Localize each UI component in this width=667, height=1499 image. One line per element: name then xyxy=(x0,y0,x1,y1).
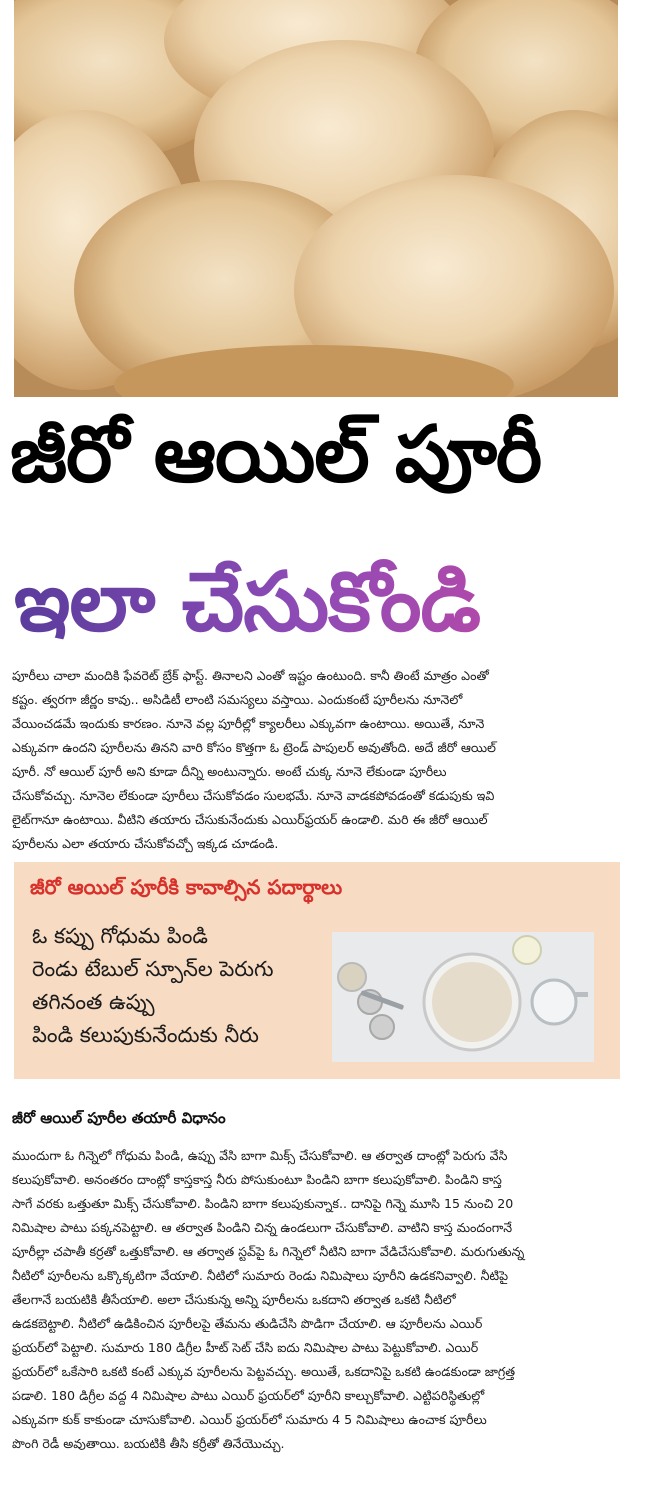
method-line: నిమిషాల పాటు పక్కనపెట్టాలి. ఆ తర్వాత పిండిని చిన్న ఉండలుగా చేసుకోవాలి. వాటిని కాస్త మందంగానే xyxy=(12,1220,513,1235)
intro-line: చేసుకోవచ్చు. నూనెల లేకుండా పూరీలు చేసుకోవడం సులభమే. నూనె వాడకపోవడంతో కడుపుకు ఇవి xyxy=(12,788,495,803)
method-line: తేలగానే బయటికి తీసేయాలి. అలా చేసుకున్న అన్ని పూరీలను ఒకదాని తర్వాత ఒకటి నీటిలో xyxy=(12,1292,456,1307)
method-line: ఉడకబెట్టాలి. నీటిలో ఉడికించిన పూరీలపై తేమను తుడిచేసి పొడిగా చేయాలి. ఆ పూరీలను ఎయిర్ xyxy=(12,1316,483,1331)
method-line: ఎక్కువగా కుక్ కాకుండా చూసుకోవాలి. ఎయిర్ ఫ్రయర్‌లో సుమారు 4 5 నిమిషాలు ఉంచాక పూరీలు xyxy=(12,1412,487,1427)
intro-line: పూరీలను ఎలా తయారు చేసుకోవచ్చో ఇక్కడ చూడండి. xyxy=(12,836,279,851)
method-title: జీరో ఆయిల్ పూరీల తయారీ విధానం xyxy=(12,1109,226,1127)
intro-paragraph xyxy=(12,664,618,856)
method-paragraph xyxy=(12,1144,618,1456)
puri-illustration xyxy=(14,0,618,397)
ingredients-illustration xyxy=(332,932,594,1062)
intro-line: పూరీ. నో ఆయిల్ పూరీ అని కూడా దీన్ని అంటున్నారు. అంటే చుక్క నూనె లేకుండా పూరీలు xyxy=(12,764,447,779)
method-line: సాగే వరకు ఒత్తుతూ మిక్స్ చేసుకోవాలి. పిండిని బాగా కలుపుకున్నాక.. దానిపై గిన్నె మూసి 15 నుంచి 20 xyxy=(12,1196,514,1211)
headline-line-1: జీరో ఆయిల్ పూరీ xyxy=(10,410,542,500)
puri-photo xyxy=(14,0,618,397)
method-line: కలుపుకోవాలి. అనంతరం దాంట్లో కాస్తకాస్త నీరు పోసుకుంటూ పిండిని బాగా కలుపుకోవాలి. పిండిని కాస్త xyxy=(12,1172,502,1187)
ingredient-item: ఓ కప్పు గోధుమ పిండి xyxy=(32,924,208,948)
ingredients-photo xyxy=(332,932,594,1062)
ingredients-box xyxy=(14,862,620,1079)
ingredients-list xyxy=(32,920,274,1052)
ingredient-item: పిండి కలుపుకునేందుకు నీరు xyxy=(32,1023,259,1047)
method-line: నీటిలో పూరీలను ఒక్కొక్కటిగా వేయాలి. నీటిలో సుమారు రెండు నిమిషాలు పూరీని ఉడకనివ్వాలి. నీటిపై xyxy=(12,1268,509,1283)
ingredient-item: తగినంత ఉప్పు xyxy=(32,990,155,1014)
intro-line: లైట్‌గానూ ఉంటాయి. వీటిని తయారు చేసుకునేందుకు ఎయిర్‌ఫ్రయర్ ఉండాలి. మరి ఈ జీరో ఆయిల్ xyxy=(12,812,488,827)
intro-line: పూరీలు చాలా మందికి ఫేవరెట్ బ్రేక్ ఫాస్ట్. తినాలని ఎంతో ఇష్టం ఉంటుంది. కానీ తింటే మాత్రం ఎంతో xyxy=(12,668,489,683)
intro-line: వేయించడమే ఇందుకు కారణం. నూనె వల్ల పూరీల్లో క్యాలరీలు ఎక్కువగా ఉంటాయి. అయితే, నూనె xyxy=(12,716,485,731)
intro-line: కష్టం. త్వరగా జీర్ణం కావు.. అసిడిటీ లాంటి సమస్యలు వస్తాయి. ఎందుకంటే పూరీలను నూనెలో xyxy=(12,692,463,707)
method-line: పొంగి రెడీ అవుతాయి. బయటికి తీసి కర్రీతో తినేయొచ్చు. xyxy=(12,1436,285,1451)
method-line: ఫ్రయర్‌లో ఒకేసారి ఒకటి కంటే ఎక్కువ పూరీలను పెట్టవచ్చు. అయితే, ఒకదానిపై ఒకటి ఉండకుండా జాగ్రత్త xyxy=(12,1364,516,1379)
headline-line-2: ఇలా చేసుకోండి xyxy=(14,548,654,658)
method-line: పడాలి. 180 డిగ్రీల వద్ద 4 నిమిషాల పాటు ఎయిర్ ఫ్రయర్‌లో పూరీని కాల్చుకోవాలి. ఎట్టిపరిస్థితుల్లో xyxy=(12,1388,485,1403)
method-line: ముందుగా ఓ గిన్నెలో గోధుమ పిండి, ఉప్పు వేసి బాగా మిక్స్ చేసుకోవాలి. ఆ తర్వాత దాంట్లో పెరుగు వేసి xyxy=(12,1148,508,1163)
intro-line: ఎక్కువగా ఉందని పూరీలను తినని వారి కోసం కొత్తగా ఓ ట్రెండ్ పాపులర్ అవుతోంది. అదే జీరో ఆయిల్ xyxy=(12,740,496,755)
ingredients-title: జీరో ఆయిల్ పూరీకి కావాల్సిన పదార్థాలు xyxy=(30,875,343,899)
method-line: ఫ్రయర్‌లో పెట్టాలి. సుమారు 180 డిగ్రీల హీట్ సెట్ చేసి ఐదు నిమిషాల పాటు పెట్టుకోవాలి. ఎయిర్ xyxy=(12,1340,479,1355)
method-line: పూరీల్లా చపాతీ కర్రతో ఒత్తుకోవాలి. ఆ తర్వాత స్టవ్‌పై ఓ గిన్నెలో నీటిని బాగా వేడిచేసుకోవాలి. మరుగుతున్న xyxy=(12,1244,525,1259)
ingredient-item: రెండు టేబుల్ స్పూన్‌ల పెరుగు xyxy=(32,957,274,981)
